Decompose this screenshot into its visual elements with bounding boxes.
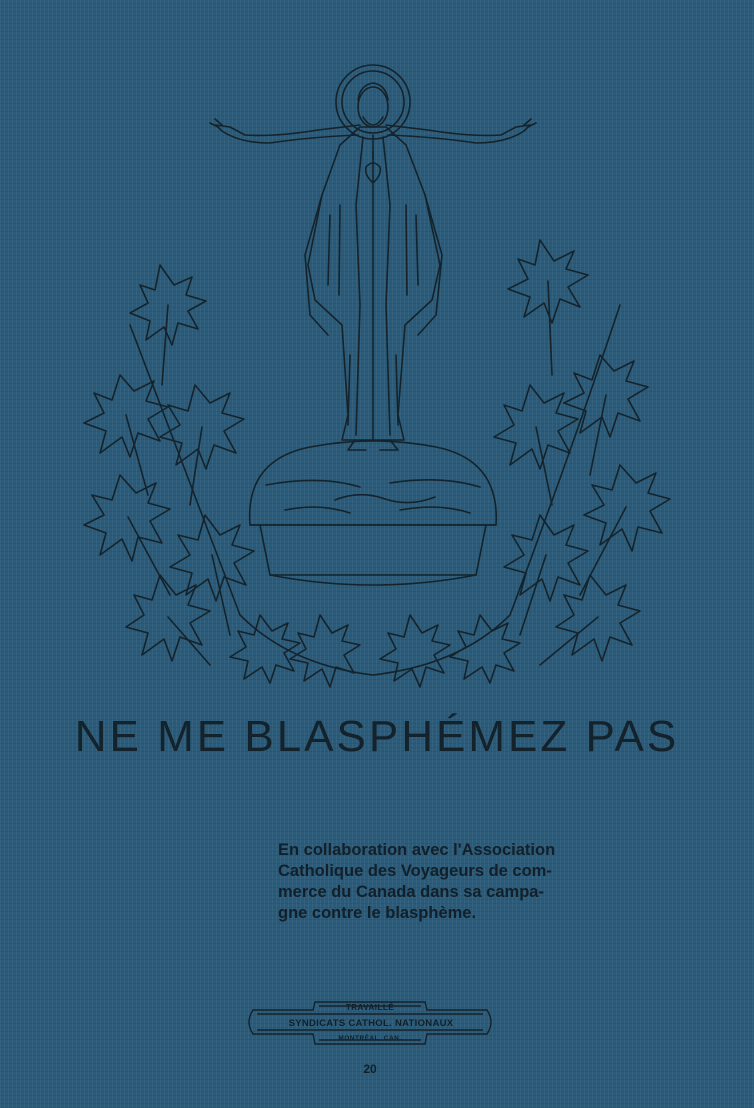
page-number: 20 (363, 1062, 377, 1076)
collaboration-line: merce du Canada dans sa campa- (278, 883, 544, 901)
sacred-heart-statue-maple-wreath-icon (60, 55, 690, 695)
union-label-main: SYNDICATS CATHOL. NATIONAUX (288, 1018, 454, 1029)
collaboration-line: Catholique des Voyageurs de com- (278, 862, 552, 880)
union-label-top: TRAVAILLÉ (345, 1003, 395, 1012)
page-title: NE ME BLASPHÉMEZ PAS (74, 712, 680, 761)
collaboration-line: En collaboration avec l'Association (278, 841, 556, 859)
collaboration-line: gne contre le blasphème. (278, 904, 477, 922)
union-label-bottom: MONTRÉAL, CAN. (338, 1035, 402, 1042)
collaboration-notice (278, 840, 678, 924)
